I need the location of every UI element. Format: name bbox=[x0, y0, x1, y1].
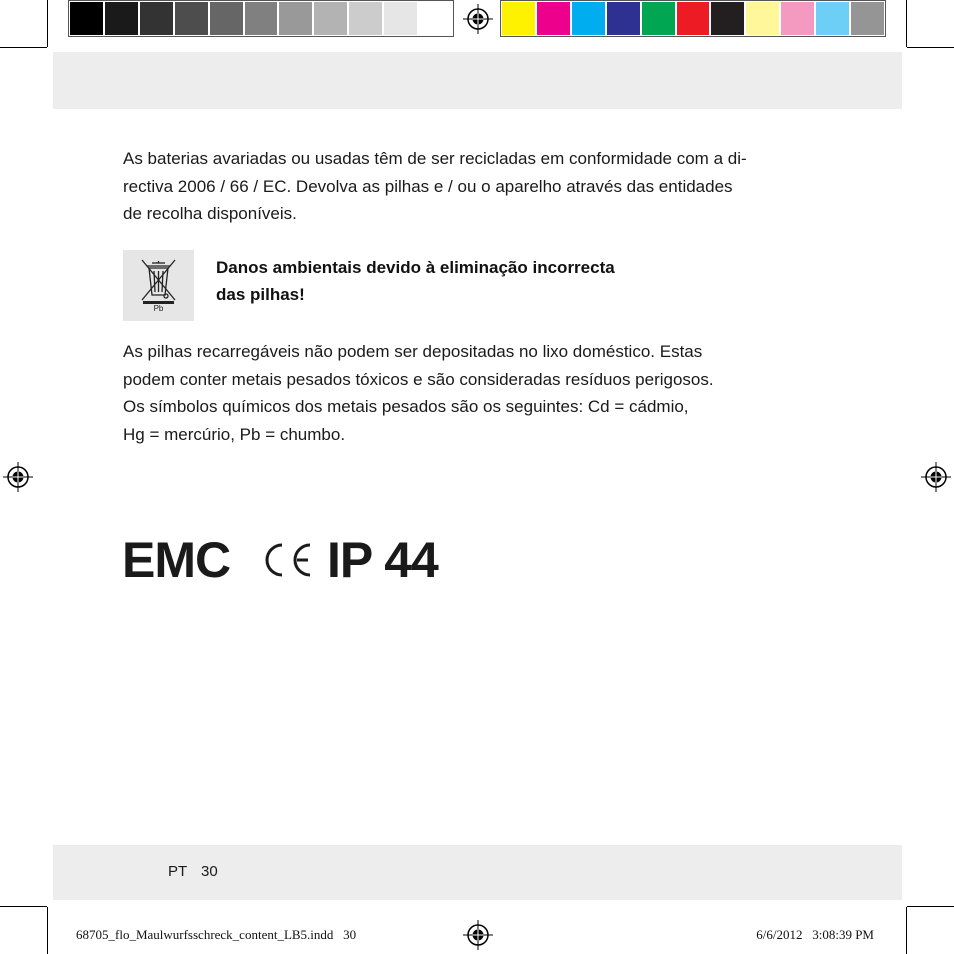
lead-symbol-label: Pb bbox=[153, 304, 164, 313]
text-line: Os símbolos químicos dos metais pesados são os seguintes: Cd = cádmio, bbox=[123, 397, 689, 416]
registration-mark-icon bbox=[921, 462, 951, 492]
heavy-metals-paragraph bbox=[123, 338, 843, 448]
color-swatch bbox=[501, 1, 536, 36]
color-swatch bbox=[69, 1, 104, 36]
color-swatch bbox=[418, 1, 453, 36]
page-number: 30 bbox=[201, 863, 218, 880]
date-slug: 6/6/2012 3:08:39 PM bbox=[756, 927, 874, 942]
recycling-paragraph bbox=[123, 145, 843, 228]
registration-mark-icon bbox=[463, 920, 493, 950]
header-band bbox=[53, 52, 902, 109]
color-swatch bbox=[244, 1, 279, 36]
crop-mark bbox=[907, 906, 954, 907]
text-line: de recolha disponíveis. bbox=[123, 204, 297, 223]
color-swatch bbox=[104, 1, 139, 36]
color-swatch bbox=[710, 1, 745, 36]
crop-mark bbox=[906, 0, 907, 47]
color-swatch bbox=[780, 1, 815, 36]
color-swatch bbox=[209, 1, 244, 36]
color-swatch bbox=[278, 1, 313, 36]
color-swatch bbox=[174, 1, 209, 36]
color-swatch bbox=[383, 1, 418, 36]
text-line: Hg = mercúrio, Pb = chumbo. bbox=[123, 424, 346, 444]
color-swatch bbox=[139, 1, 174, 36]
text-line: As baterias avariadas ou usadas têm de ser recicladas em conformidade com a di- bbox=[123, 149, 747, 168]
color-swatch bbox=[536, 1, 571, 36]
environmental-warning-heading bbox=[216, 254, 615, 308]
file-slug: 68705_flo_Maulwurfsschreck_content_LB5.indd 30 bbox=[76, 927, 357, 942]
text-line: podem conter metais pesados tóxicos e são consideradas resíduos perigosos. bbox=[123, 369, 714, 389]
crop-mark bbox=[47, 907, 48, 954]
text-line: Danos ambientais devido à eliminação incorrecta bbox=[216, 258, 615, 277]
color-swatch bbox=[815, 1, 850, 36]
ip44-mark: IP 44 bbox=[327, 532, 438, 588]
color-swatch bbox=[606, 1, 641, 36]
footer-language: PT bbox=[168, 863, 188, 880]
text-line: rectiva 2006 / 66 / EC. Devolva as pilhas e / ou o aparelho através das entidades bbox=[123, 176, 733, 196]
text-line: das pilhas! bbox=[216, 285, 305, 304]
emc-mark: EMC bbox=[122, 532, 231, 588]
crop-mark bbox=[0, 906, 47, 907]
crop-mark bbox=[906, 907, 907, 954]
registration-mark-icon bbox=[463, 4, 493, 34]
color-swatch bbox=[745, 1, 780, 36]
registration-mark-icon bbox=[3, 462, 33, 492]
color-swatch bbox=[850, 1, 885, 36]
crop-mark bbox=[0, 47, 47, 48]
ce-mark-icon bbox=[258, 541, 314, 579]
text-line: As pilhas recarregáveis não podem ser depositadas no lixo doméstico. Estas bbox=[123, 342, 703, 361]
grayscale-color-bar bbox=[68, 0, 454, 37]
process-color-bar bbox=[500, 0, 886, 37]
crop-mark bbox=[47, 0, 48, 47]
crossed-out-wheelie-bin-icon bbox=[123, 250, 194, 321]
color-swatch bbox=[641, 1, 676, 36]
color-swatch bbox=[313, 1, 348, 36]
color-swatch bbox=[571, 1, 606, 36]
crop-mark bbox=[907, 47, 954, 48]
color-swatch bbox=[348, 1, 383, 36]
color-swatch bbox=[676, 1, 711, 36]
